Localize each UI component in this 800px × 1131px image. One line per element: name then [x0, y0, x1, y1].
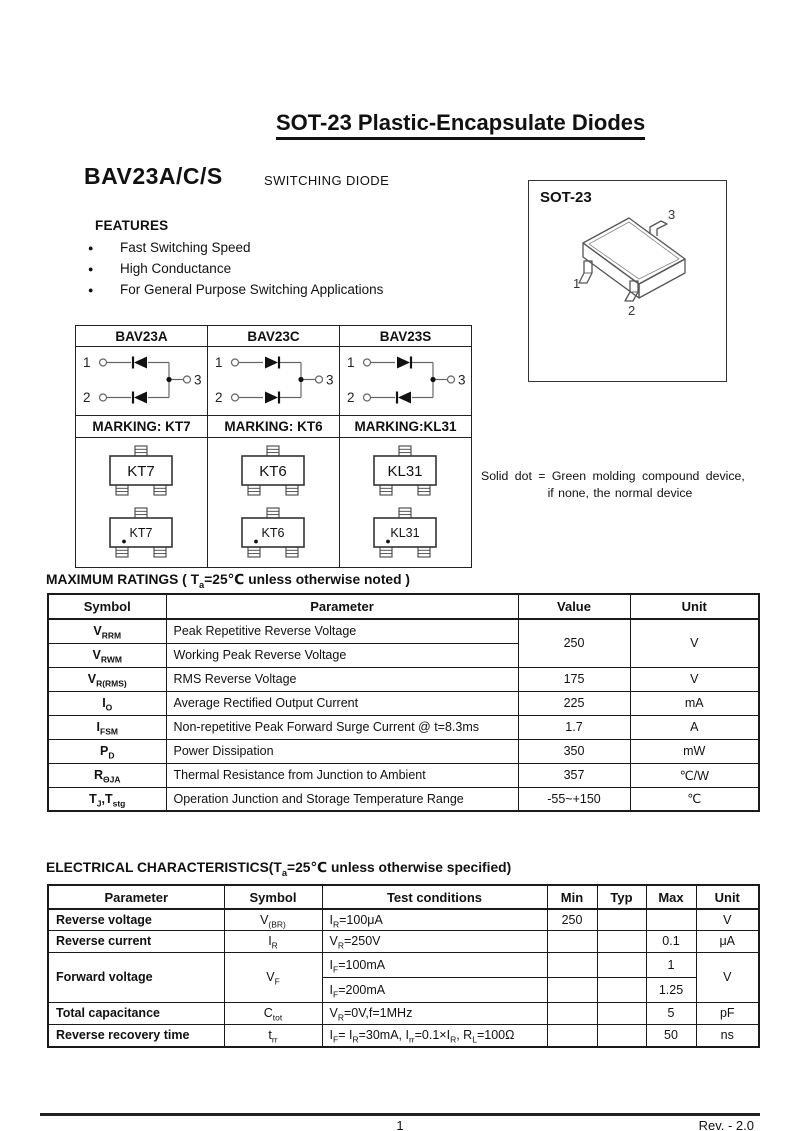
features-heading: FEATURES — [95, 218, 169, 233]
variant-schematic-cell — [208, 347, 340, 416]
pin-2-label: 2 — [628, 303, 636, 318]
table-cell: $I_F=100mA$ — [322, 952, 547, 977]
svg-text:1: 1 — [83, 355, 91, 370]
table-cell: $V_{R(RMS)}$ — [48, 667, 166, 691]
table-cell: $I_O$ — [48, 691, 166, 715]
table-cell: $t_{rr}$ — [224, 1024, 322, 1047]
table-cell — [547, 952, 597, 977]
variant-marking-label: MARKING: KT7 — [76, 416, 208, 438]
table-cell: Working Peak Reverse Voltage — [166, 643, 518, 667]
package-marking-normal — [102, 445, 182, 496]
table-cell — [547, 977, 597, 1002]
column-header: Unit — [696, 885, 759, 909]
revision-label: Rev. - 2.0 — [698, 1118, 754, 1131]
table-cell: Power Dissipation — [166, 739, 518, 763]
table-cell: RMS Reverse Voltage — [166, 667, 518, 691]
table-cell: Forward voltage — [48, 952, 224, 1002]
table-cell: μA — [696, 930, 759, 952]
table-cell: $I_F=200mA$ — [322, 977, 547, 1002]
variants-table — [75, 325, 472, 568]
table-cell: 50 — [646, 1024, 696, 1047]
table-row — [48, 739, 759, 763]
table-cell: V — [630, 619, 759, 667]
electrical-heading: ELECTRICAL $CHARACTERISTICS(T_a=25℃$ unless otherwise specified) — [46, 860, 512, 878]
package-marking-green — [102, 507, 182, 558]
table-row — [48, 909, 759, 930]
table-cell: $V_{RRM}$ — [48, 619, 166, 643]
table-cell: $V_R=250V$ — [322, 930, 547, 952]
feature-label: For General Purpose Switching Applications — [120, 282, 384, 297]
table-cell: $V_{RWM}$ — [48, 643, 166, 667]
table-cell: 1 — [646, 952, 696, 977]
package-marking-normal — [366, 445, 446, 496]
table-cell: A — [630, 715, 759, 739]
table-cell: 250 — [547, 909, 597, 930]
table-cell: ℃ — [630, 787, 759, 811]
column-header: Parameter — [166, 594, 518, 619]
table-cell: ℃/W — [630, 763, 759, 787]
svg-text:1: 1 — [215, 355, 223, 370]
svg-text:2: 2 — [83, 390, 91, 405]
svg-text:3: 3 — [326, 372, 334, 388]
column-header: Typ — [597, 885, 646, 909]
table-row — [48, 930, 759, 952]
table-cell: 357 — [518, 763, 630, 787]
table-cell: 225 — [518, 691, 630, 715]
table-cell — [646, 909, 696, 930]
svg-text:3: 3 — [194, 372, 202, 388]
pin-labels — [573, 207, 675, 318]
table-cell: -55~+150 — [518, 787, 630, 811]
svg-text:KL31: KL31 — [386, 463, 423, 480]
table-cell: ns — [696, 1024, 759, 1047]
table-cell — [597, 952, 646, 977]
table-row — [48, 715, 759, 739]
feature-item — [88, 279, 383, 300]
table-cell: V — [696, 909, 759, 930]
bullet-icon: ● — [88, 263, 94, 274]
table-cell — [597, 909, 646, 930]
svg-text:KT7: KT7 — [129, 526, 152, 540]
table-cell: 250 — [518, 619, 630, 667]
svg-text:1: 1 — [347, 355, 355, 370]
variant-package-cell — [340, 438, 472, 568]
variant-marking-label: MARKING: KT6 — [208, 416, 340, 438]
diode-schematic — [208, 347, 339, 410]
table-cell: $V_{(BR)}$ — [224, 909, 322, 930]
table-row — [48, 1002, 759, 1024]
page-number: 1 — [396, 1118, 404, 1131]
column-header: Max — [646, 885, 696, 909]
column-header: Parameter — [48, 885, 224, 909]
table-cell — [547, 930, 597, 952]
table-cell — [597, 1002, 646, 1024]
variant-marking-label: MARKING:KL31 — [340, 416, 472, 438]
variant-schematic-cell — [340, 347, 472, 416]
solid-dot-note-line1: Solid dot = Green molding compound device, — [481, 469, 745, 483]
table-cell: 175 — [518, 667, 630, 691]
electrical-table — [47, 884, 760, 1048]
table-cell: 1.25 — [646, 977, 696, 1002]
column-header: Value — [518, 594, 630, 619]
table-cell — [547, 1024, 597, 1047]
svg-text:KT6: KT6 — [261, 526, 284, 540]
table-row — [48, 691, 759, 715]
feature-item — [88, 237, 383, 258]
table-row — [48, 619, 759, 643]
svg-text:KT6: KT6 — [258, 463, 287, 480]
package-marking-green — [234, 507, 314, 558]
table-cell: Average Rectified Output Current — [166, 691, 518, 715]
table-cell: 1.7 — [518, 715, 630, 739]
table-cell: $P_D$ — [48, 739, 166, 763]
table-cell — [597, 1024, 646, 1047]
table-cell: V — [696, 952, 759, 1002]
package-marking-normal — [234, 445, 314, 496]
table-cell: 5 — [646, 1002, 696, 1024]
table-cell — [597, 977, 646, 1002]
svg-text:2: 2 — [215, 390, 223, 405]
variant-package-cell — [76, 438, 208, 568]
table-cell: Operation Junction and Storage Temperature Range — [166, 787, 518, 811]
table-cell: $V_R=0V,f=1MHz$ — [322, 1002, 547, 1024]
package-outline-box — [528, 180, 727, 382]
doc-title: SOT-23 Plastic-Encapsulate Diodes — [276, 110, 645, 140]
table-cell — [597, 930, 646, 952]
variant-schematic-cell — [76, 347, 208, 416]
table-cell: V — [630, 667, 759, 691]
table-cell: mA — [630, 691, 759, 715]
table-cell: Thermal Resistance from Junction to Ambient — [166, 763, 518, 787]
table-cell: $R_{\Theta JA}$ — [48, 763, 166, 787]
table-row — [48, 787, 759, 811]
table-cell: $I_R=100\mu A$ — [322, 909, 547, 930]
diode-schematic — [340, 347, 471, 410]
variant-name: BAV23C — [208, 326, 340, 347]
features-list — [88, 237, 383, 300]
table-cell: mW — [630, 739, 759, 763]
variant-name: BAV23S — [340, 326, 472, 347]
pin-1-label: 1 — [573, 276, 581, 291]
bullet-icon: ● — [88, 284, 94, 295]
table-row — [48, 667, 759, 691]
sot23-package-drawing — [529, 181, 726, 378]
table-cell: pF — [696, 1002, 759, 1024]
part-subtitle: SWITCHING DIODE — [264, 173, 390, 188]
table-cell: $I_R$ — [224, 930, 322, 952]
part-number: BAV23A/C/S — [84, 163, 223, 189]
solid-dot-note-line2: if none, the normal device — [547, 486, 693, 500]
package-marking-green — [366, 507, 446, 558]
table-cell: $I_{FSM}$ — [48, 715, 166, 739]
table-cell: Peak Repetitive Reverse Voltage — [166, 619, 518, 643]
svg-text:2: 2 — [347, 390, 355, 405]
column-header: Test conditions — [322, 885, 547, 909]
bullet-icon: ● — [88, 242, 94, 253]
table-row — [48, 763, 759, 787]
feature-label: High Conductance — [120, 261, 232, 276]
svg-text:KL31: KL31 — [389, 526, 420, 540]
table-cell: Reverse recovery time — [48, 1024, 224, 1047]
table-row — [48, 1024, 759, 1047]
table-cell: $T_J,T_{stg}$ — [48, 787, 166, 811]
table-cell: Reverse current — [48, 930, 224, 952]
table-cell: $C_{tot}$ — [224, 1002, 322, 1024]
table-cell: $V_F$ — [224, 952, 322, 1002]
svg-text:KT7: KT7 — [126, 463, 155, 480]
column-header: Symbol — [224, 885, 322, 909]
table-cell: Reverse voltage — [48, 909, 224, 930]
max-ratings-heading: MAXIMUM RATINGS ( $T_a=25℃$ unless otherwise noted ) — [46, 572, 410, 590]
diode-schematic — [76, 347, 207, 410]
column-header: Unit — [630, 594, 759, 619]
variant-name: BAV23A — [76, 326, 208, 347]
table-cell: Total capacitance — [48, 1002, 224, 1024]
variant-package-cell — [208, 438, 340, 568]
pin-3-label: 3 — [668, 207, 676, 222]
package-name: SOT-23 — [540, 189, 592, 206]
column-header: Min — [547, 885, 597, 909]
table-row — [48, 952, 759, 977]
footer-divider — [40, 1113, 760, 1116]
feature-label: Fast Switching Speed — [120, 240, 251, 255]
table-cell: Non-repetitive Peak Forward Surge Current @ t=8.3ms — [166, 715, 518, 739]
svg-text:3: 3 — [458, 372, 466, 388]
table-cell: 350 — [518, 739, 630, 763]
column-header: Symbol — [48, 594, 166, 619]
table-cell: 0.1 — [646, 930, 696, 952]
max-ratings-table — [47, 593, 760, 812]
feature-item — [88, 258, 383, 279]
solid-dot-note — [481, 468, 759, 502]
table-cell — [547, 1002, 597, 1024]
table-cell: $I_F= I_R=30mA$, $I_{rr}=0.1\times I_R$, $R_L=100\Omega$ — [322, 1024, 547, 1047]
